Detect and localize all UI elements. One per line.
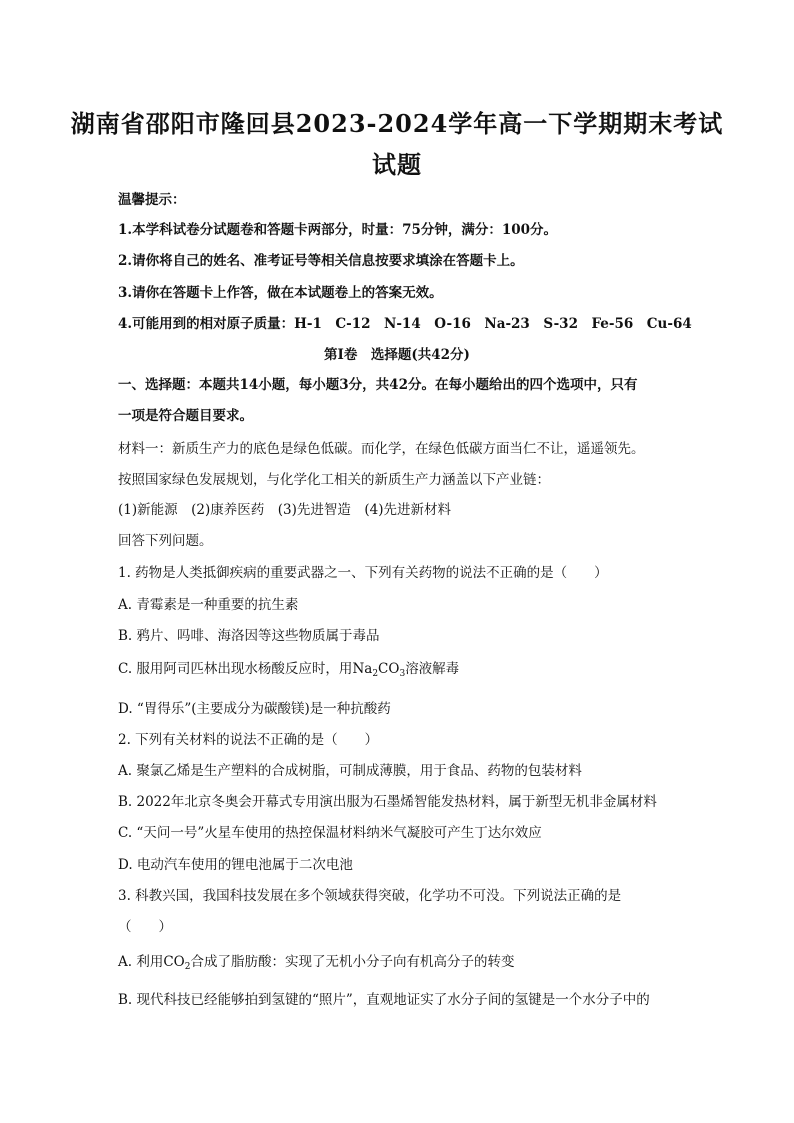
question-2-stem: 2. 下列有关材料的说法不正确的是（ ）	[118, 732, 379, 748]
material-paragraph-1: 材料一：新质生产力的底色是绿色低碳。而化学，在绿色低碳方面当仁不让，遥遥领先。	[118, 441, 645, 457]
question-1-option-d: D. “胃得乐”(主要成分为碳酸镁)是一种抗酸药	[118, 701, 391, 717]
question-1-option-c	[118, 657, 718, 679]
question-2-option-c: C. “天问一号”火星车使用的热控保温材料纳米气凝胶可产生丁达尔效应	[118, 825, 542, 841]
tip-item-3: 3.请你在答题卡上作答，做在本试题卷上的答案无效。	[118, 285, 443, 301]
tip-item-1: 1.本学科试卷分试题卷和答题卡两部分，时量：75分钟，满分：100分。	[118, 222, 558, 238]
formula-na: Na	[352, 661, 373, 677]
material-prompt: 回答下列问题。	[118, 533, 213, 549]
material-industries: (1)新能源 (2)康养医药 (3)先进智造 (4)先进新材料	[118, 502, 451, 518]
question-2-option-d: D. 电动汽车使用的锂电池属于二次电池	[118, 857, 353, 873]
formula-subscript: 2	[372, 669, 379, 679]
option-a-text-after: 合成了脂肪酸：实现了无机小分子向有机高分子的转变	[190, 954, 515, 970]
question-3-option-b: B. 现代科技已经能够拍到氢键的“照片”，直观地证实了水分子间的氢键是一个水分子中的	[118, 992, 650, 1008]
formula-subscript: 2	[184, 962, 191, 972]
formula-co: CO	[163, 954, 185, 970]
option-a-text-before: A. 利用	[118, 954, 164, 970]
section-heading: 第Ⅰ卷 选择题(共42分)	[324, 347, 470, 363]
question-3-answer-paren: （ ）	[118, 919, 172, 935]
option-c-text-before: C. 服用阿司匹林出现水杨酸反应时，用	[118, 661, 353, 677]
tips-heading: 温馨提示：	[118, 192, 186, 208]
section-instruction-1: 一、选择题：本题共14小题，每小题3分，共42分。在每小题给出的四个选项中，只有	[118, 377, 638, 393]
exam-title-line2: 试题	[372, 150, 422, 179]
tip-item-2: 2.请你将自己的姓名、准考证号等相关信息按要求填涂在答题卡上。	[118, 253, 524, 269]
question-1-option-b: B. 鸦片、吗啡、海洛因等这些物质属于毒品	[118, 628, 380, 644]
material-paragraph-2: 按照国家绿色发展规划，与化学化工相关的新质生产力涵盖以下产业链：	[118, 472, 550, 488]
question-1-option-a: A. 青霉素是一种重要的抗生素	[118, 597, 299, 613]
question-2-option-b: B. 2022年北京冬奥会开幕式专用演出服为石墨烯智能发热材料，属于新型无机非金属材料	[118, 794, 657, 810]
option-c-text-after: 溶液解毒	[405, 661, 460, 677]
formula-subscript: 3	[399, 669, 406, 679]
exam-title-line1: 湖南省邵阳市隆回县2023-2024学年高一下学期期末考试	[70, 109, 724, 138]
question-1-stem: 1. 药物是人类抵御疾病的重要武器之一、下列有关药物的说法不正确的是（ ）	[118, 565, 608, 581]
question-2-option-a: A. 聚氯乙烯是生产塑料的合成树脂，可制成薄膜，用于食品、药物的包装材料	[118, 763, 582, 779]
section-instruction-2: 一项是符合题目要求。	[118, 408, 253, 424]
question-3-option-a	[118, 950, 718, 972]
question-3-stem: 3. 科教兴国，我国科技发展在多个领域获得突破，化学功不可没。下列说法正确的是	[118, 888, 622, 904]
formula-co: CO	[378, 661, 400, 677]
tip-item-4: 4.可能用到的相对原子质量：H-1 C-12 N-14 O-16 Na-23 S-32 Fe-56 Cu-64	[118, 316, 692, 332]
